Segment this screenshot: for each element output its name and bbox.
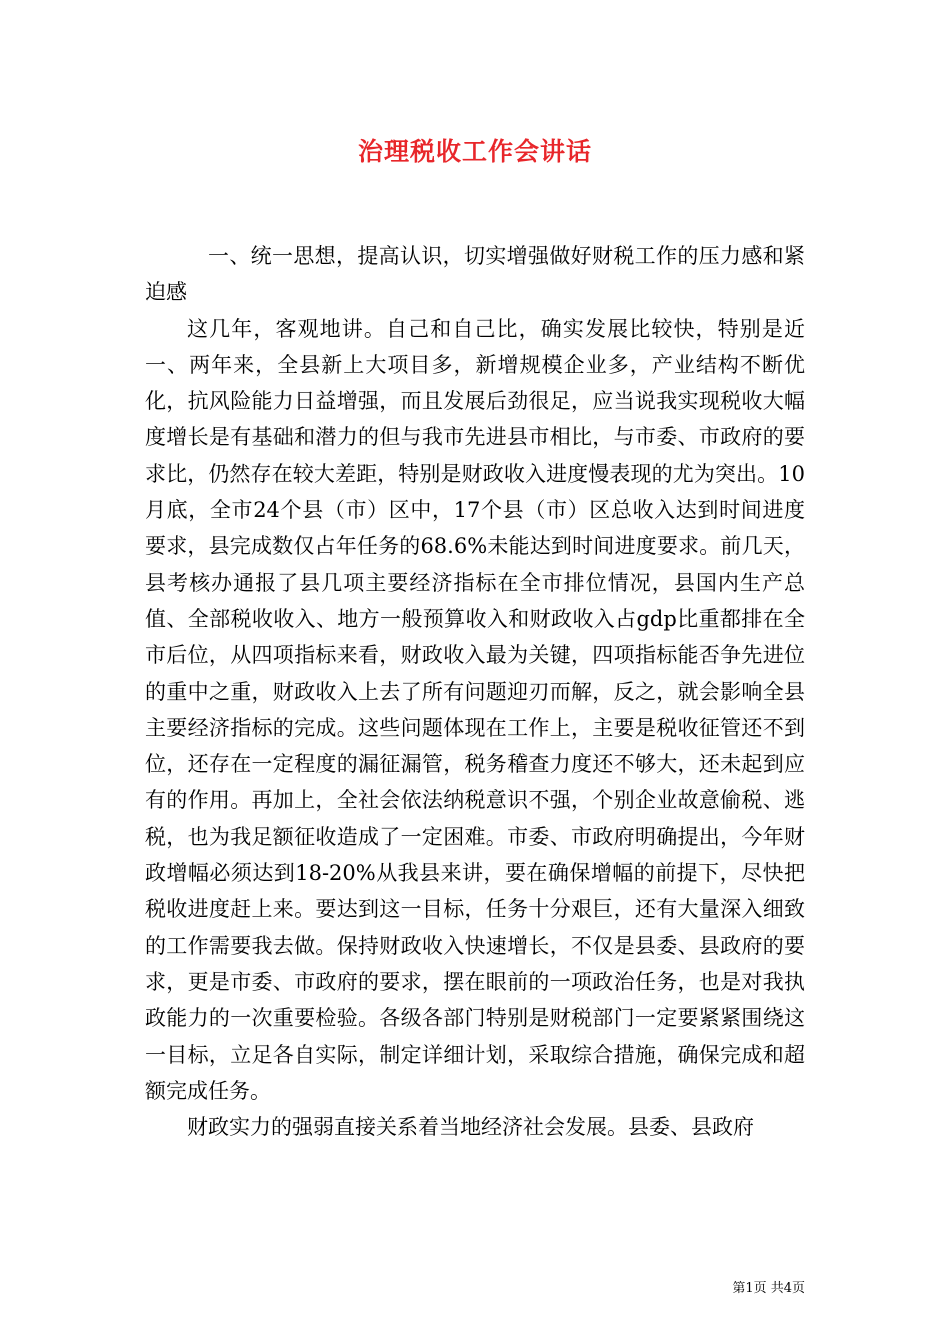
body-paragraph: 这几年，客观地讲。自己和自己比，确实发展比较快，特别是近一、两年来，全县新上大项目多，新增规模企业多，产业结构不断优化，抗风险能力日益增强，而且发展后劲很足，应当说我实现税收大幅度增长是有基础和潜力的但与我市先进县市相比，与市委、市政府的要求比，仍然存在较大差距，特别是财政收入进度慢表现的尤为突出。10月底，全市24个县（市）区中，17个县（市）区总收入达到时间进度要求，县完成数仅占年任务的68.6%未能达到时间进度要求。前几天，县考核办通报了县几项主要经济指标在全市排位情况，县国内生产总值、全部税收收入、地方一般预算收入和财政收入占gdp比重都排在全市后位，从四项指标来看，财政收入最为关键，四项指标能否争先进位的重中之重，财政收入上去了所有问题迎刃而解，反之，就会影响全县主要经济指标的完成。这些问题体现在工作上，主要是税收征管还不到位，还存在一定程度的漏征漏管，税务稽查力度还不够大，还未起到应有的作用。再加上，全社会依法纳税意识不强，个别企业故意偷税、逃税，也为我足额征收造成了一定困难。市委、市政府明确提出，今年财政增幅必须达到18-20%从我县来讲，要在确保增幅的前提下，尽快把税收进度赶上来。要达到这一目标，任务十分艰巨，还有大量深入细致的工作需要我去做。保持财政收入快速增长，不仅是县委、县政府的要求，更是市委、市政府的要求，摆在眼前的一项政治任务，也是对我执政能力的一次重要检验。各级各部门特别是财税部门一定要紧紧围绕这一目标，立足各自实际，制定详细计划，采取综合措施，确保完成和超额完成任务。	[145, 316, 805, 1103]
document-body	[145, 238, 805, 1145]
body-paragraph: 财政实力的强弱直接关系着当地经济社会发展。县委、县政府	[187, 1115, 754, 1140]
section-heading-paragraph: 一、统一思想，提高认识，切实增强做好财税工作的压力感和紧迫感	[145, 244, 805, 305]
document-title: 治理税收工作会讲话	[357, 137, 592, 166]
page-number-footer: 第1页 共4页	[732, 1281, 805, 1296]
